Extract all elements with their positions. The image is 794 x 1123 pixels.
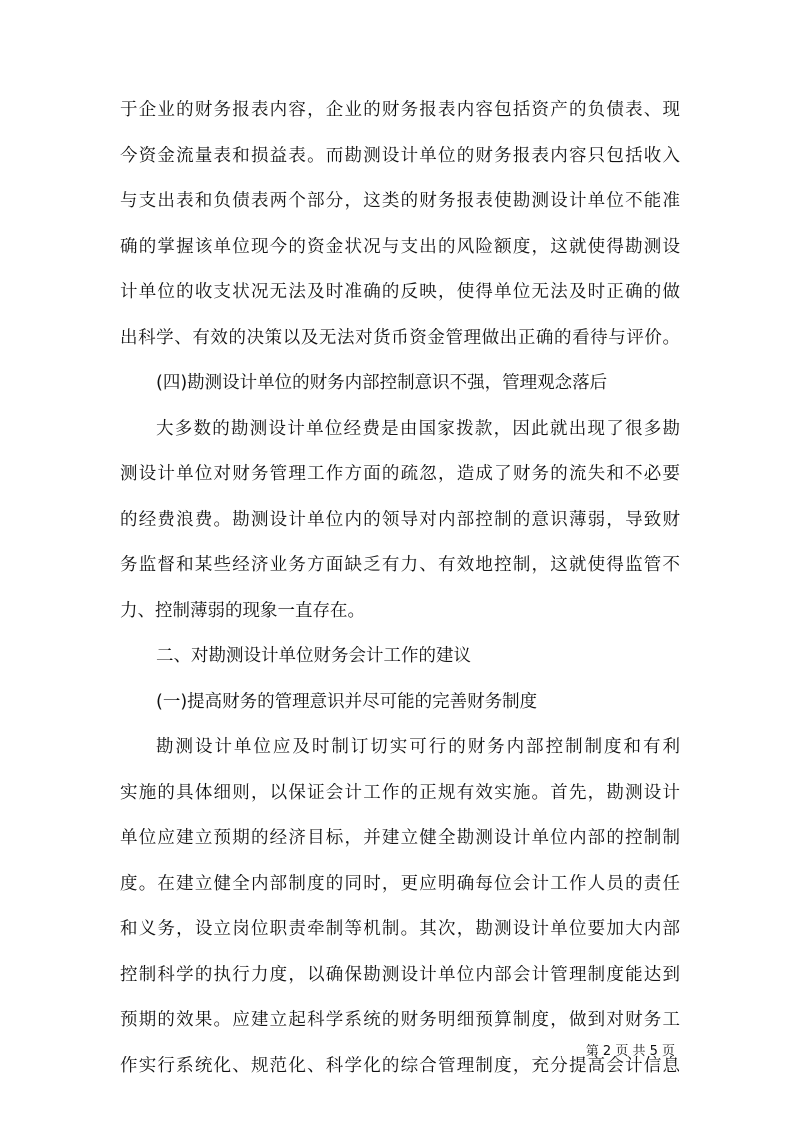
text-line: 力、控制薄弱的现象一直存在。 [120,600,365,621]
page-number: 第 2 页 共 5 页 [585,1044,675,1059]
text-line: 确的掌握该单位现今的资金状况与支出的风险额度，这就使得勘测设 [120,236,680,257]
text-line: 与支出表和负债表两个部分，这类的财务报表使勘测设计单位不能准 [120,191,680,211]
text-line: 大多数的勘测设计单位经费是由国家拨款，因此就出现了很多勘 [156,418,680,439]
text-line: 今资金流量表和损益表。而勘测设计单位的财务报表内容只包括收入 [120,145,680,166]
text-line: 作实行系统化、规范化、科学化的综合管理制度，充分提高会计信息 [120,1055,680,1076]
text-line: 预期的效果。应建立起科学系统的财务明细预算制度，做到对财务工 [120,1010,680,1030]
text-line: 度。在建立健全内部制度的同时，更应明确每位会计工作人员的责任 [120,873,680,894]
text-line: 于企业的财务报表内容，企业的财务报表内容包括资产的负债表、现 [120,100,680,120]
text-line: 计单位的收支状况无法及时准确的反映，使得单位无法及时正确的做 [120,282,680,302]
document-body [120,88,680,1089]
text-line: 的经费浪费。勘测设计单位内的领导对内部控制的意识薄弱，导致财 [120,509,680,530]
text-line: 务监督和某些经济业务方面缺乏有力、有效地控制，这就使得监管不 [120,555,680,575]
section-heading: 二、对勘测设计单位财务会计工作的建议 [156,646,471,666]
text-line: 勘测设计单位应及时制订切实可行的财务内部控制制度和有利 [156,737,680,757]
text-line: 和义务，设立岗位职责牵制等机制。其次，勘测设计单位要加大内部 [120,919,680,939]
text-line: 单位应建立预期的经济目标，并建立健全勘测设计单位内部的控制制 [120,828,680,848]
text-line: 实施的具体细则，以保证会计工作的正规有效实施。首先，勘测设计 [120,782,680,803]
text-line: 控制科学的执行力度，以确保勘测设计单位内部会计管理制度能达到 [120,964,680,985]
text-line: 测设计单位对财务管理工作方面的疏忽，造成了财务的流失和不必要 [120,464,680,484]
text-line: 出科学、有效的决策以及无法对货币资金管理做出正确的看待与评价。 [120,327,680,348]
section-heading: (一)提高财务的管理意识并尽可能的完善财务制度 [156,691,538,712]
section-heading: (四)勘测设计单位的财务内部控制意识不强，管理观念落后 [156,373,608,393]
